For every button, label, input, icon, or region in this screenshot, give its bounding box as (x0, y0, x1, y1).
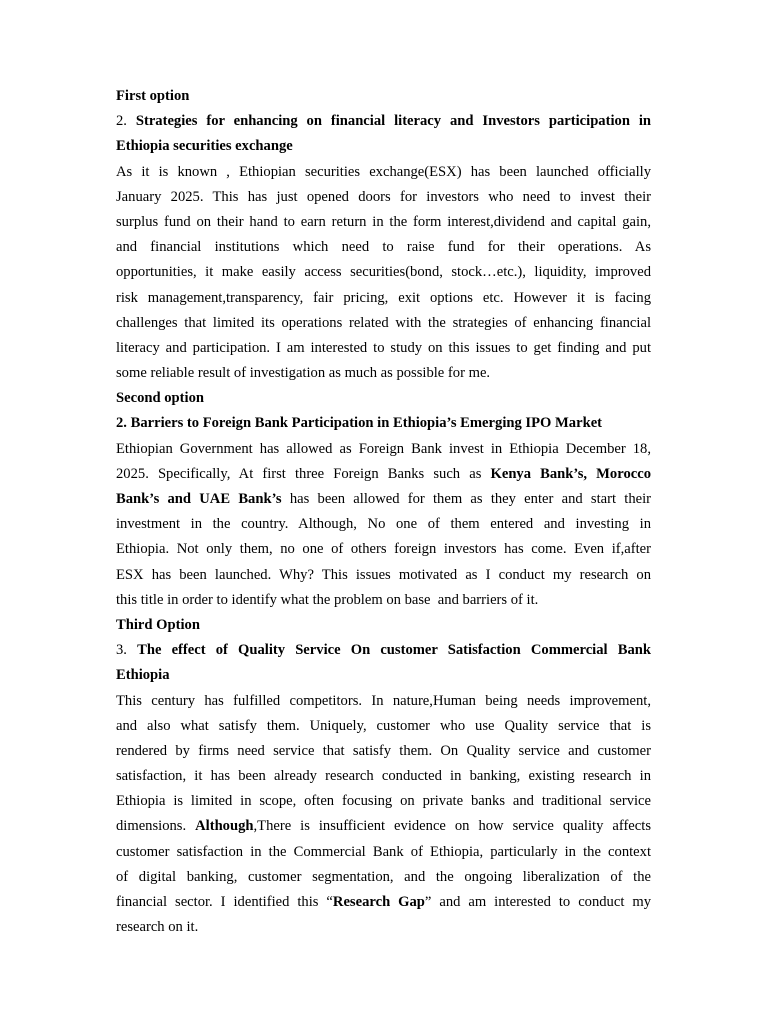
text-line (116, 865, 651, 890)
text-span: ,There is insufficient evidence on how service quality affects (253, 818, 651, 835)
text-span: ESX has been launched. Why? This issues motivated as I conduct my research on (116, 566, 651, 583)
text-line (116, 462, 651, 487)
text-span: January 2025. This has just opened doors for investors who need to invest their (116, 188, 651, 205)
text-line (116, 563, 651, 588)
text-span: and also what satisfy them. Uniquely, customer who use Quality service that is (116, 717, 651, 734)
text-span: rendered by firms need service that satisfy them. On Quality service and customer (116, 742, 651, 759)
text-span: this title in order to identify what the problem on base and barriers of it. (116, 591, 539, 608)
text-line (116, 260, 651, 285)
text-span: As it is known , Ethiopian securities exchange(ESX) has been launched officially (116, 163, 651, 180)
text-span: opportunities, it make easily access securities(bond, stock…etc.), liquidity, improved (116, 264, 651, 281)
text-line (116, 638, 651, 663)
text-line (116, 286, 651, 311)
section-heading: First option (116, 88, 190, 104)
bold-text: Ethiopia securities exchange (116, 138, 293, 155)
text-line (116, 689, 651, 714)
text-span: customer satisfaction in the Commercial Bank of Ethiopia, particularly in the context (116, 843, 651, 860)
text-span: surplus fund on their hand to earn return in the form interest,dividend and capital gain, (116, 213, 651, 230)
bold-text: The effect of Quality Service On customer Satisfaction Commercial Bank (137, 642, 651, 659)
bold-text: Kenya Bank’s, Morocco (490, 465, 651, 482)
text-span: has been allowed for them as they enter and start their (281, 491, 652, 507)
text-line (116, 915, 651, 940)
text-span: dimensions. (116, 818, 196, 835)
text-span: Ethiopia is limited in scope, often focusing on private banks and traditional service (116, 793, 651, 810)
text-span: 2025. Specifically, At first three Foreign Banks such as (116, 465, 491, 482)
text-line (116, 311, 651, 336)
text-line (116, 537, 651, 562)
text-span: of digital banking, customer segmentation, and the ongoing liberalization of the (116, 868, 651, 885)
text-line (116, 764, 651, 789)
section-heading: Second option (116, 390, 204, 407)
text-line (116, 890, 651, 915)
text-line (116, 134, 651, 159)
text-line (116, 160, 651, 185)
text-line (116, 411, 651, 436)
text-span: investment in the country. Although, No one of them entered and investing in (116, 516, 651, 533)
text-line (116, 210, 651, 235)
text-line (116, 814, 651, 839)
text-line (116, 714, 651, 739)
bold-text: Research Gap (332, 894, 425, 910)
bold-text: Strategies for enhancing on financial literacy and Investors participation in (135, 113, 651, 130)
bold-text: Although (195, 818, 254, 835)
document-page (116, 84, 651, 940)
text-span: 2. (116, 113, 136, 130)
text-line (116, 336, 651, 361)
text-span: Ethiopian Government has allowed as Foreign Bank invest in Ethiopia December 18, (116, 440, 651, 457)
text-line (116, 487, 651, 512)
text-line (116, 109, 651, 134)
text-line (116, 739, 651, 764)
bold-text: 2. Barriers to Foreign Bank Participation in Ethiopia’s Emerging IPO Market (116, 415, 603, 432)
text-span: 3. (116, 642, 138, 659)
text-line (116, 663, 651, 688)
text-span: research on it. (116, 919, 199, 936)
section-heading: Third Option (116, 616, 200, 633)
text-span: financial sector. I identified this “ (116, 894, 333, 910)
text-line (116, 512, 651, 537)
text-span: literacy and participation. I am interested to study on this issues to get finding and put (116, 339, 651, 356)
text-span: Ethiopia. Not only them, no one of others foreign investors has come. Even if,after (116, 541, 651, 558)
text-span: ” and am interested to conduct my (424, 894, 651, 910)
text-span: risk management,transparency, fair pricing, exit options etc. However it is facing (116, 289, 651, 306)
text-line (116, 789, 651, 814)
bold-text: Bank’s and UAE Bank’s (116, 491, 282, 507)
text-line (116, 840, 651, 865)
bold-text: Ethiopia (116, 667, 170, 684)
text-line (116, 588, 651, 613)
text-line (116, 185, 651, 210)
text-line (116, 437, 651, 462)
text-span: This century has fulfilled competitors. In nature,Human being needs improvement, (116, 692, 651, 709)
text-span: and financial institutions which need to raise fund for their operations. As (116, 239, 651, 256)
text-line (116, 235, 651, 260)
text-span: challenges that limited its operations related with the strategies of enhancing financial (116, 314, 651, 331)
text-span: some reliable result of investigation as much as possible for me. (116, 365, 491, 382)
text-line (116, 361, 651, 386)
text-span: satisfaction, it has been already research conducted in banking, existing research in (116, 768, 651, 785)
